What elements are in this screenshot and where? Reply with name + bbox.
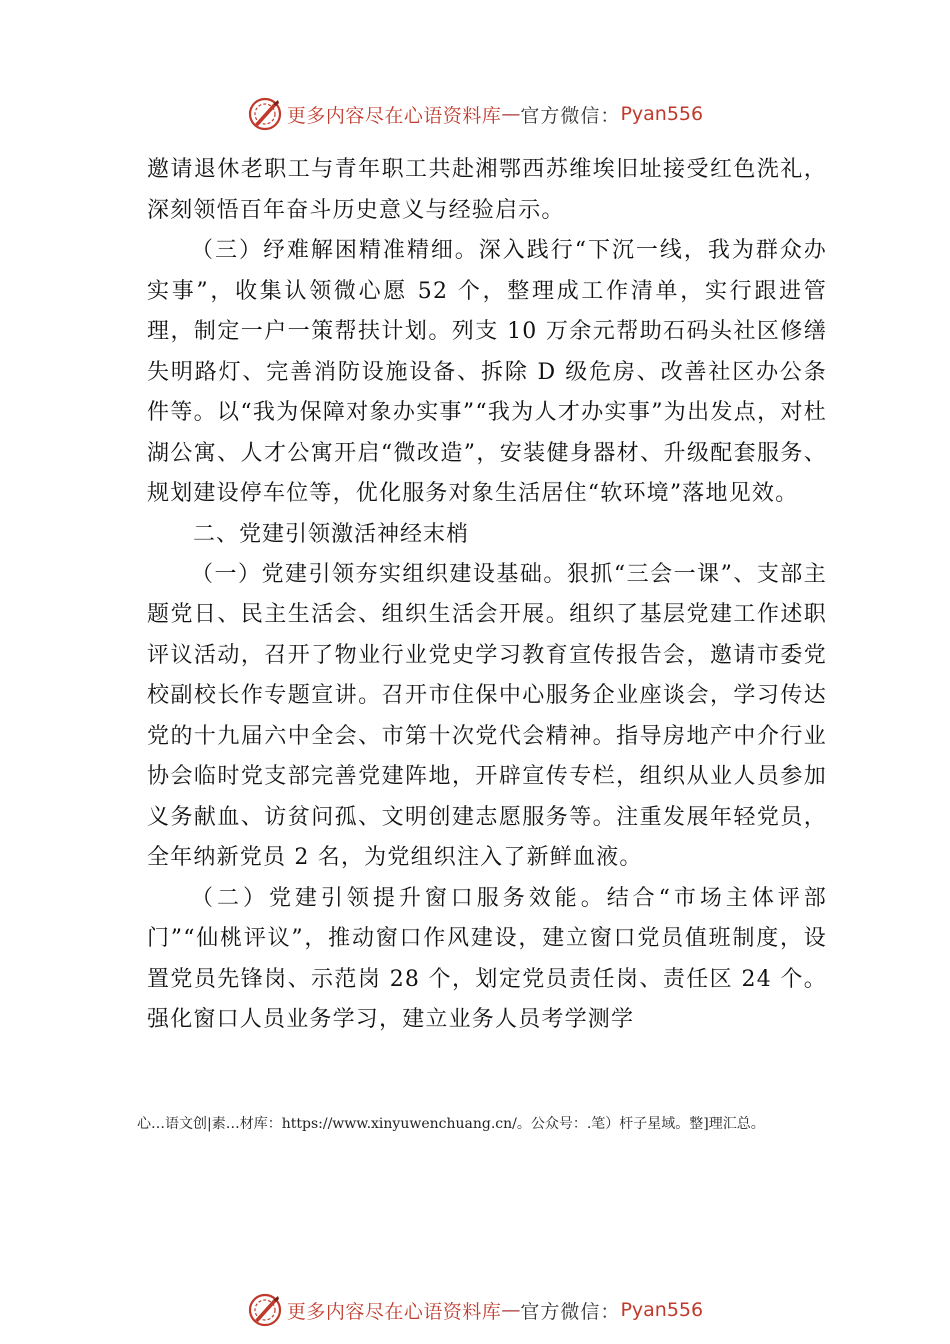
paragraph-3-lead: （一）党建引领夯实组织建设基础。 (191, 561, 567, 587)
banner-wechat-id: Pyan556 (620, 1299, 704, 1321)
footer-banner (0, 1290, 950, 1330)
paragraph-3-body: 狠抓“三会一课”、支部主题党日、民主生活会、组织生活会开展。组织了基层党建工作述职评议活动，召开了物业行业党史学习教育宣传报告会，邀请市委党校副校长作专题宣讲。召开市住保中心服务企业座谈会，学习传达党的十九届六中全会、市第十次党代会精神。指导房地产中介行业协会临时党支部完善党建阵地，开辟宣传专栏，组织从业人员参加义务献血、访贫问孤、文明创建志愿服务等。注重发展年轻党员，全年纳新党员 2 名，为党组织注入了新鲜血液。 (147, 561, 828, 870)
section-heading-2: 二、党建引领激活神经末梢 (193, 521, 470, 547)
banner-wechat-id: Pyan556 (620, 103, 704, 125)
banner-label: 官方微信： (520, 104, 621, 127)
source-footnote: 心…语文创|素…材库：https://www.xinyuwenchuang.cn/。公众号：.笔）杆子星域。整]理汇总。 (137, 1116, 765, 1132)
brush-logo-icon (247, 1292, 283, 1328)
paragraph-2-lead: （三）纾难解困精准精细。 (191, 238, 479, 263)
paragraph-2 (147, 231, 827, 515)
paragraph-3 (147, 555, 827, 879)
banner-label: 官方微信： (520, 1300, 621, 1323)
banner-brand: 更多内容尽在心语资料库 (286, 104, 502, 127)
paragraph-4-body: 结合“市场主体评部门”“仙桃评议”，推动窗口作风建设，建立窗口党员值班制度，设置党员先锋岗、示范岗 28 个，划定党员责任岗、责任区 24 个。强化窗口人员业务学习，建立业务人员考学测学 (147, 885, 827, 1032)
banner-separator: — (501, 103, 521, 125)
brush-logo-icon (247, 96, 283, 132)
paragraph-4 (147, 879, 827, 1041)
banner-separator: — (501, 1299, 521, 1321)
paragraph-2-body: 深入践行“下沉一线，我为群众办实事”，收集认领微心愿 52 个，整理成工作清单，实行跟进管理，制定一户一策帮扶计划。列支 10 万余元帮助石码头社区修缮失明路灯、完善消防设施设备、拆除 D 级危房、改善社区办公条件等。以“我为保障对象办实事”“我为人才办实事”为出发点，对杜湖公寓、人才公寓开启“微改造”，安装健身器材、升级配套服务、规划建设停车位等，优化服务对象生活居住“软环境”落地见效。 (147, 238, 827, 506)
paragraph-1: 邀请退休老职工与青年职工共赴湘鄂西苏维埃旧址接受红色洗礼，深刻领悟百年奋斗历史意义与经验启示。 (147, 157, 827, 223)
paragraph-4-lead: （二）党建引领提升窗口服务效能。 (191, 885, 607, 911)
banner-brand: 更多内容尽在心语资料库 (286, 1300, 502, 1323)
document-body (147, 150, 827, 1041)
header-banner (0, 94, 950, 134)
